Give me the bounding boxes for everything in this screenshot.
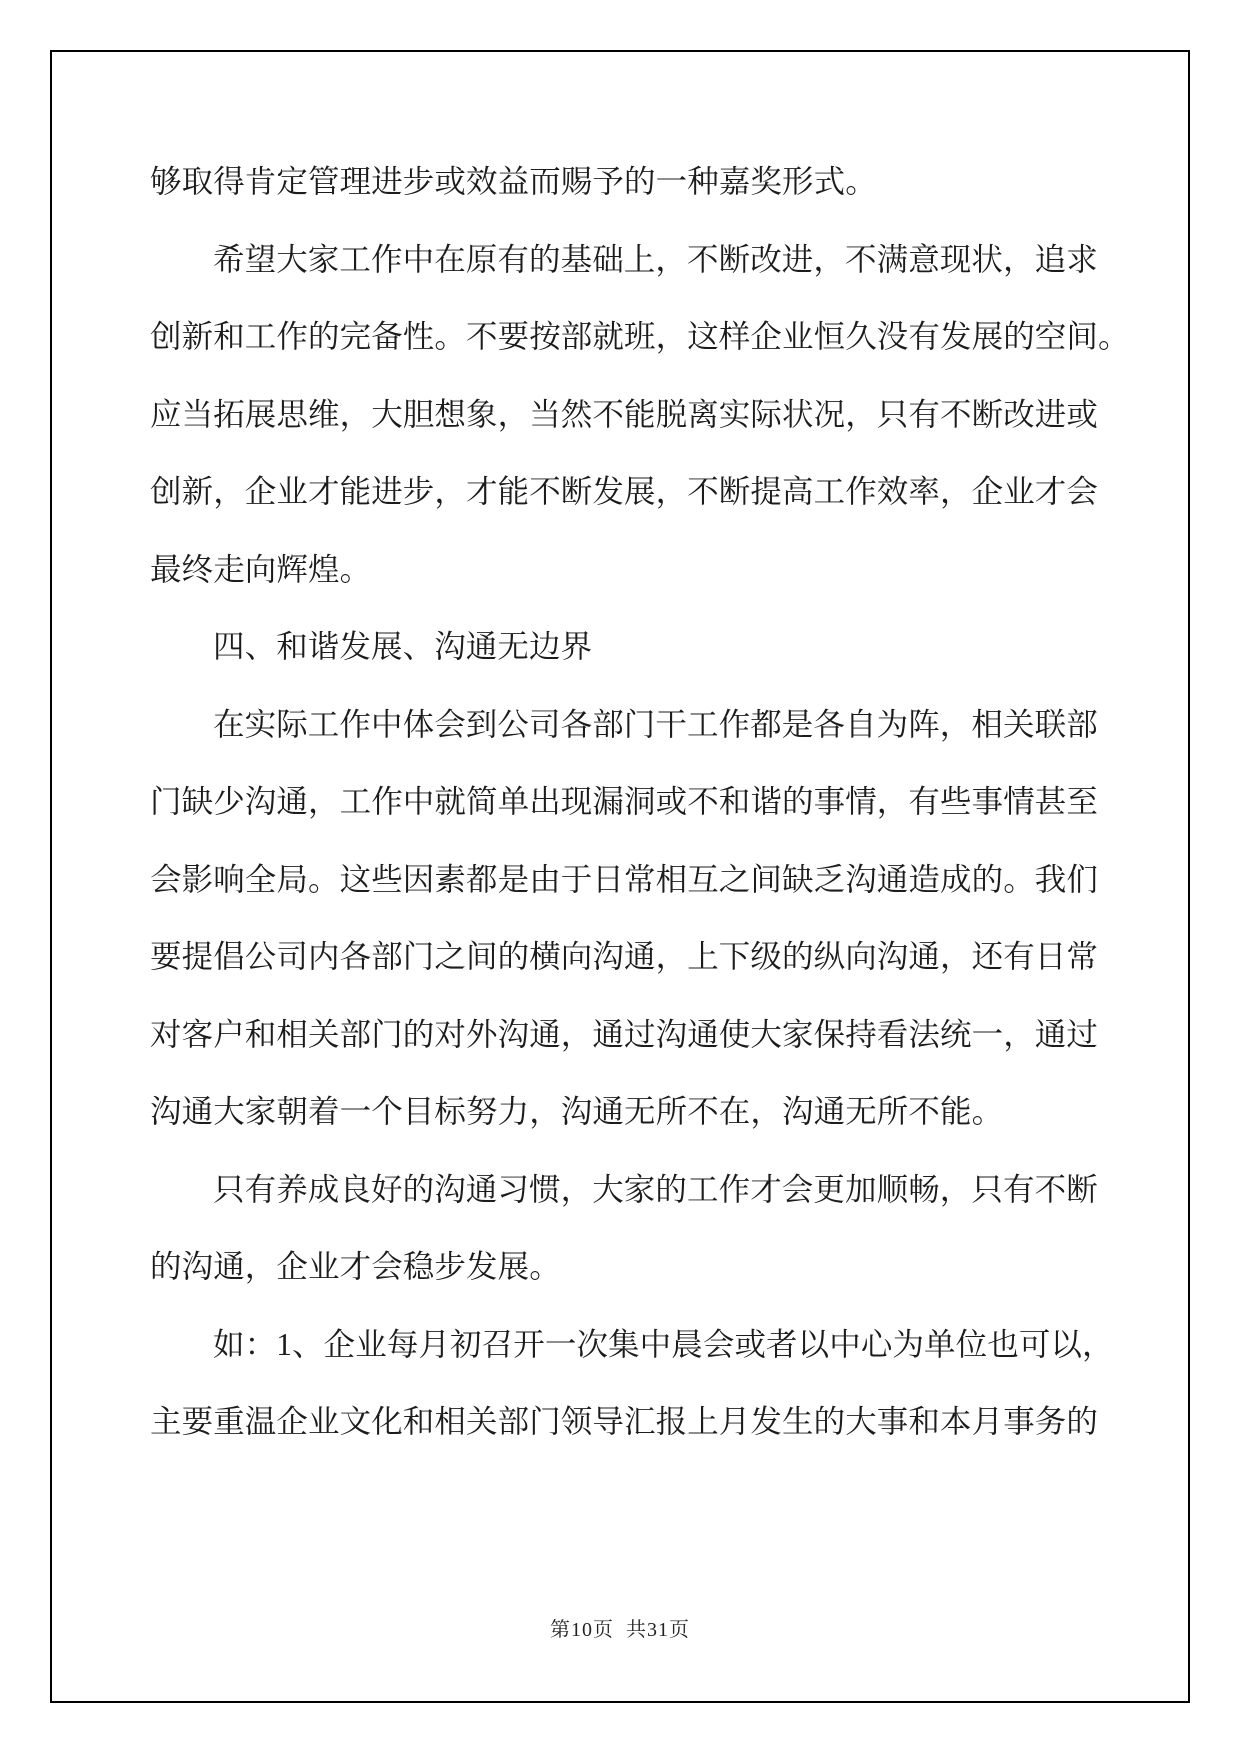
- text-line: 主要重温企业文化和相关部门领导汇报上月发生的大事和本月事务的: [150, 1404, 1099, 1439]
- text-line: 只有养成良好的沟通习惯，大家的工作才会更加顺畅，只有不断: [213, 1171, 1098, 1207]
- text-line: 希望大家工作中在原有的基础上，不断改进，不满意现状，追求: [213, 241, 1098, 277]
- text-line: 对客户和相关部门的对外沟通，通过沟通使大家保持看法统一，通过: [150, 1016, 1099, 1052]
- text-line: 门缺少沟通，工作中就简单出现漏洞或不和谐的事情，有些事情甚至: [150, 784, 1099, 819]
- text-line: 会影响全局。这些因素都是由于日常相互之间缺乏沟通造成的。我们: [150, 861, 1099, 897]
- text-line: 的沟通，企业才会稳步发展。: [150, 1249, 561, 1284]
- text-line: 够取得肯定管理进步或效益而赐予的一种嘉奖形式。: [150, 164, 877, 199]
- page-number-label: 第10页 共31页: [550, 1619, 690, 1641]
- page-footer: [50, 1616, 1190, 1644]
- text-line: 沟通大家朝着一个目标努力，沟通无所不在，沟通无所不能。: [150, 1094, 1004, 1129]
- text-line: 应当拓展思维，大胆想象，当然不能脱离实际状况，只有不断改进或: [150, 396, 1099, 432]
- text-line: 要提倡公司内各部门之间的横向沟通，上下级的纵向沟通，还有日常: [150, 939, 1099, 974]
- text-line: 创新，企业才能进步，才能不断发展，不断提高工作效率，企业才会: [150, 474, 1099, 509]
- text-line: 创新和工作的完备性。不要按部就班，这样企业恒久没有发展的空间。: [150, 319, 1130, 354]
- section-heading: 四、和谐发展、沟通无边界: [213, 629, 593, 664]
- text-line: 如：1、企业每月初召开一次集中晨会或者以中心为单位也可以，: [213, 1326, 1114, 1362]
- text-line: 在实际工作中体会到公司各部门干工作都是各自为阵，相关联部: [213, 706, 1098, 742]
- document-body: [150, 143, 1140, 1461]
- text-line: 最终走向辉煌。: [150, 551, 372, 587]
